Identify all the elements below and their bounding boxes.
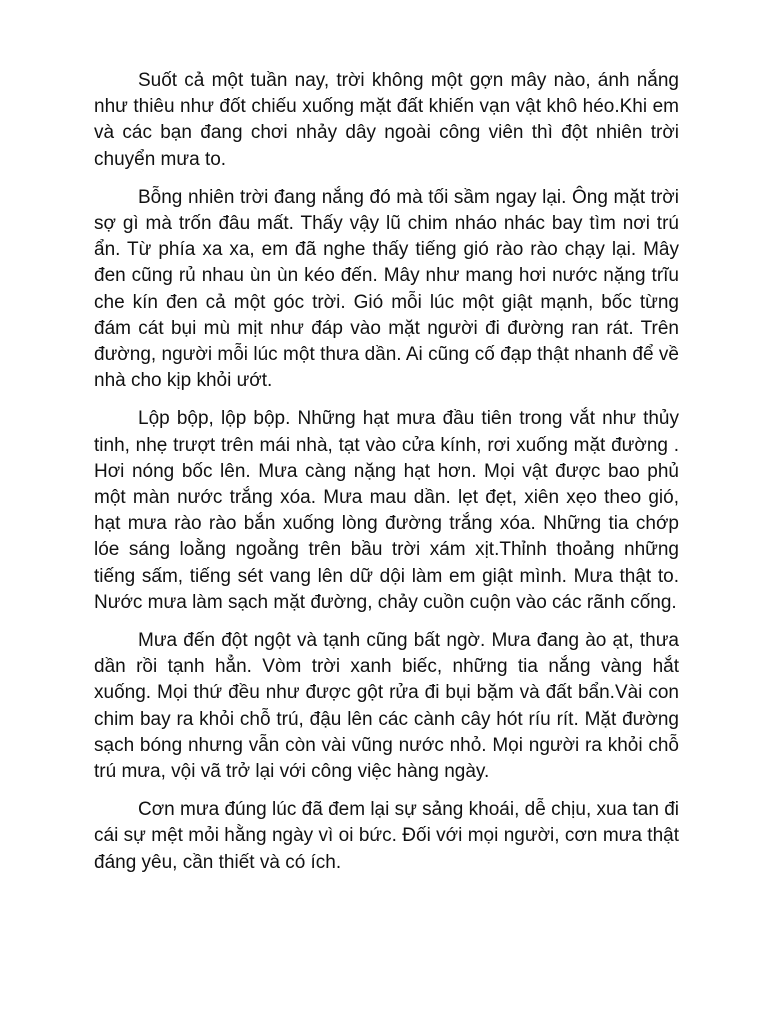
paragraph-2: Bỗng nhiên trời đang nắng đó mà tối sầm ngay lại. Ông mặt trời sợ gì mà trốn đâu mất. Thấy vậy lũ chim nháo nhác bay tìm nơi trú ẩn. Từ phía xa xa, em đã nghe thấy tiếng gió rào rào chạy lại. Mây đen cũng rủ nhau ùn ùn kéo đến. Mây như mang hơi nước nặng trĩu che kín đen cả một góc trời. Gió mỗi lúc một giật mạnh, bốc từng đám cát bụi mù mịt như đáp vào mặt người đi đường ran rát. Trên đường, người mỗi lúc một thưa dần. Ai cũng cố đạp thật nhanh để về nhà cho kịp khỏi ướt. <box>94 186 679 392</box>
paragraph-5: Cơn mưa đúng lúc đã đem lại sự sảng khoái, dễ chịu, xua tan đi cái sự mệt mỏi hằng ngày vì oi bức. Đối với mọi người, cơn mưa thật đáng yêu, cần thiết và có ích. <box>94 799 679 873</box>
document-page <box>94 68 679 888</box>
paragraph-4: Mưa đến đột ngột và tạnh cũng bất ngờ. Mưa đang ào ạt, thưa dần rồi tạnh hẳn. Vòm trời xanh biếc, những tia nắng vàng hắt xuống. Mọi thứ đều như được gột rửa đi bụi bặm và đất bẩn.Vài con chim bay ra khỏi chỗ trú, đậu lên các cành cây hót ríu rít. Mặt đường sạch bóng nhưng vẫn còn vài vũng nước nhỏ. Mọi người ra khỏi chỗ trú mưa, vội vã trở lại với công việc hàng ngày. <box>94 630 679 783</box>
paragraph-3: Lộp bộp, lộp bộp. Những hạt mưa đầu tiên trong vắt như thủy tinh, nhẹ trượt trên mái nhà, tạt vào cửa kính, rơi xuống mặt đường . Hơi nóng bốc lên. Mưa càng nặng hạt hơn. Mọi vật được bao phủ một màn nước trắng xóa. Mưa mau dần. lẹt đẹt, xiên xẹo theo gió, hạt mưa rào rào bắn xuống lòng đường trắng xóa. Những tia chớp lóe sáng loằng ngoằng trên bầu trời xám xịt.Thỉnh thoảng những tiếng sấm, tiếng sét vang lên dữ dội làm em giật mình. Mưa thật to. Nước mưa làm sạch mặt đường, chảy cuồn cuộn vào các rãnh cống. <box>94 408 679 613</box>
paragraph-1: Suốt cả một tuần nay, trời không một gợn mây nào, ánh nắng như thiêu như đốt chiếu xuống mặt đất khiến vạn vật khô héo.Khi em và các bạn đang chơi nhảy dây ngoài công viên thì đột nhiên trời chuyển mưa to. <box>94 70 679 170</box>
